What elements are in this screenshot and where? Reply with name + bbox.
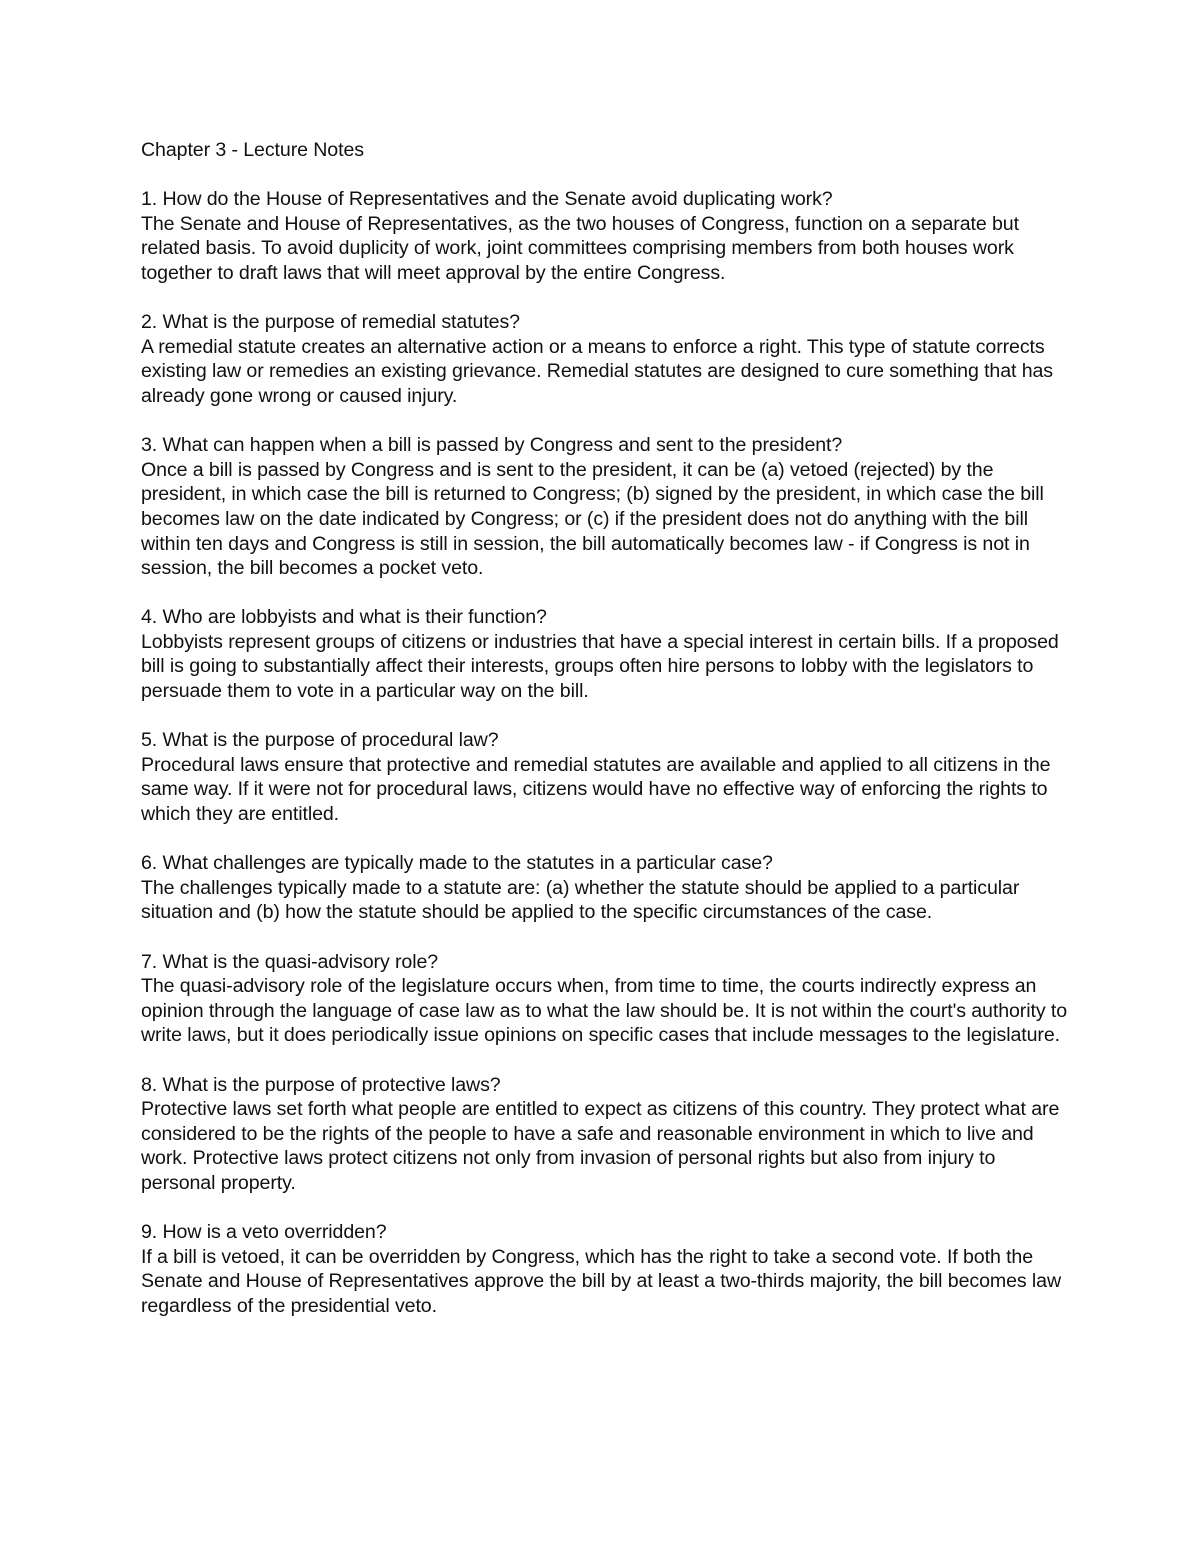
question-text: 3. What can happen when a bill is passed by Congress and sent to the president?	[141, 434, 843, 457]
qa-item-5	[141, 728, 1070, 826]
question-text: 9. How is a veto overridden?	[141, 1221, 387, 1244]
answer-text: If a bill is vetoed, it can be overridden by Congress, which has the right to take a second vote. If both the Senate and House of Representatives approve the bill by at least a two-thirds majority, the bill becomes law regardless of the presidential veto.	[141, 1245, 1062, 1317]
answer-text: The Senate and House of Representatives, as the two houses of Congress, function on a separate but related basis. To avoid duplicity of work, joint committees comprising members from both houses work together to draft laws that will meet approval by the entire Congress.	[141, 212, 1019, 284]
question-text: 4. Who are lobbyists and what is their function?	[141, 606, 547, 629]
qa-item-6	[141, 851, 1070, 925]
qa-item-9	[141, 1220, 1070, 1318]
qa-item-7	[141, 950, 1070, 1048]
answer-text: A remedial statute creates an alternative action or a means to enforce a right. This type of statute corrects existing law or remedies an existing grievance. Remedial statutes are designed to cure something that has already gone wrong or caused injury.	[141, 335, 1053, 407]
qa-item-1	[141, 187, 1070, 285]
document-title: Chapter 3 - Lecture Notes	[141, 139, 364, 161]
question-text: 8. What is the purpose of protective laws?	[141, 1073, 501, 1096]
qa-item-2	[141, 310, 1070, 408]
answer-text: The quasi-advisory role of the legislature occurs when, from time to time, the courts indirectly express an opinion through the language of case law as to what the law should be. It is not within the court's authority to write laws, but it does periodically issue opinions on specific cases that include messages to the legislature.	[141, 975, 1068, 1047]
question-text: 1. How do the House of Representatives and the Senate avoid duplicating work?	[141, 188, 833, 211]
answer-text: Lobbyists represent groups of citizens or industries that have a special interest in certain bills. If a proposed bill is going to substantially affect their interests, groups often hire persons to lobby with the legislators to persuade them to vote in a particular way on the bill.	[141, 630, 1059, 703]
answer-text: Once a bill is passed by Congress and is sent to the president, it can be (a) vetoed (rejected) by the president, in which case the bill is returned to Congress; (b) signed by the president, in which case the bill becomes law on the date indicated by Congress; or (c) if the president does not do anything with the bill within ten days and Congress is still in session, the bill automatically becomes law - if Congress is not in session, the bill becomes a pocket veto.	[141, 458, 1044, 580]
answer-text: Protective laws set forth what people are entitled to expect as citizens of this country. They protect what are considered to be the rights of the people to have a safe and reasonable environment in which to live and work. Protective laws protect citizens not only from invasion of personal rights but also from injury to personal property.	[141, 1098, 1060, 1194]
answer-text: The challenges typically made to a statute are: (a) whether the statute should be applied to a particular situation and (b) how the statute should be applied to the specific circumstances of the case.	[141, 876, 1020, 924]
question-text: 2. What is the purpose of remedial statutes?	[141, 311, 520, 334]
answer-text: Procedural laws ensure that protective and remedial statutes are available and applied to all citizens in the same way. If it were not for procedural laws, citizens would have no effective way of enforcing the rights to which they are entitled.	[141, 753, 1051, 826]
qa-item-4	[141, 605, 1070, 703]
qa-item-8	[141, 1073, 1070, 1196]
qa-item-3	[141, 433, 1070, 581]
question-text: 5. What is the purpose of procedural law?	[141, 729, 499, 752]
question-text: 7. What is the quasi-advisory role?	[141, 950, 439, 973]
question-text: 6. What challenges are typically made to the statutes in a particular case?	[141, 852, 773, 875]
